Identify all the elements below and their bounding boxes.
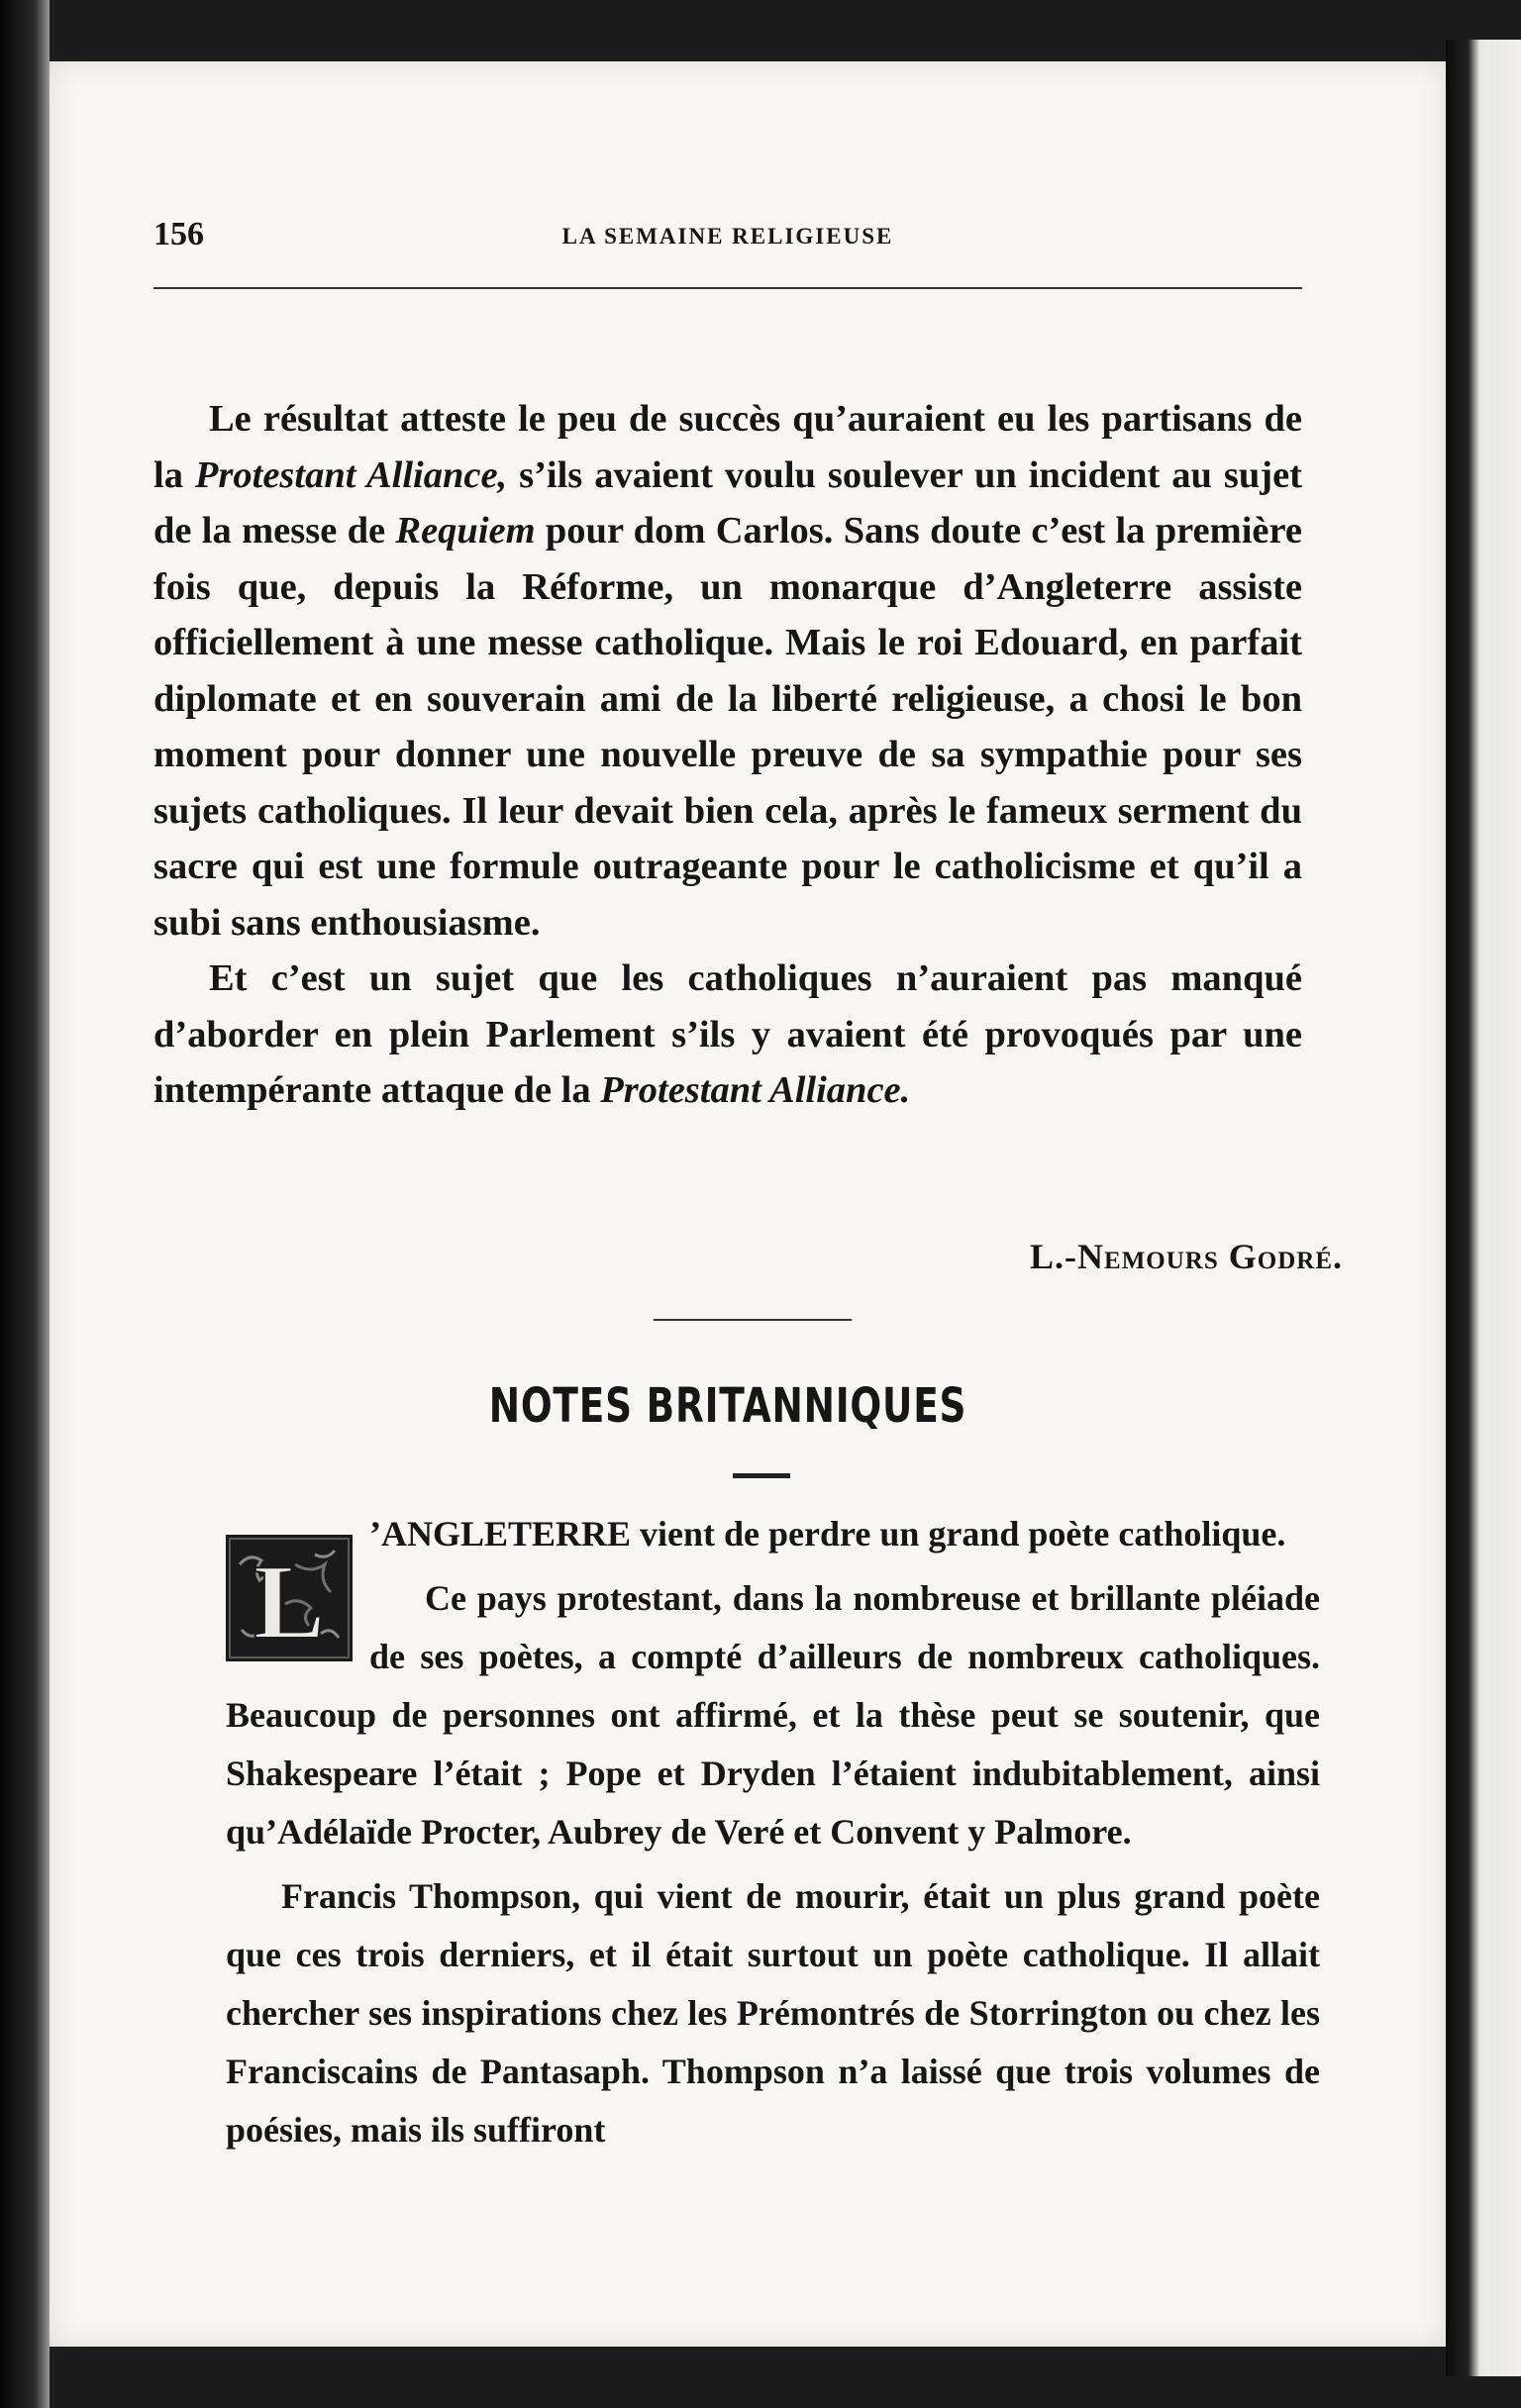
article-body [153,391,1302,1119]
italic-run: Protestant Alliance. [600,1069,911,1111]
author-signature: L.-Nemours Godré. [1030,1237,1343,1276]
section-paragraph-1: ’ANGLETERRE vient de perdre un grand poète catholique. [369,1514,1286,1554]
page-header [153,216,1302,275]
section-heading: NOTES BRITANNIQUES [488,1378,967,1434]
header-rule [153,287,1302,289]
scan-left-edge [0,0,50,2408]
text-run: Le résultat atteste le peu de succès qu’auraient eu les partisans de la [153,398,1302,496]
section-body [226,1505,1320,2165]
running-title: LA SEMAINE RELIGIEUSE [561,224,894,249]
article-paragraph-1 [153,391,1302,951]
text-run: s’ils avaient voulu soulever un incident au sujet de la messe de [153,453,1302,552]
page-number: 156 [153,216,204,252]
next-page-edge [1446,40,1521,2376]
article-paragraph-2 [153,951,1302,1119]
text-run: pour dom Carlos. Sans doute c’est la première fois que, depuis la Réforme, un monarque d’Angleterre assiste officiellement à une messe catholique. Mais le roi Edouard, en parfait diplomate et en souverain ami de la liberté religieuse, a chosi le bon moment pour donner une nouvelle preuve de sa sympathie pour ses sujets catholiques. Il leur devait bien cela, après le fameux serment du sacre qui est une formule outrageante pour le catholicisme et qu’il a subi sans enthousiasme. [153,510,1302,944]
italic-run: Protestant Alliance, [194,453,508,496]
section-divider [654,1319,852,1321]
italic-run: Requiem [395,510,536,552]
text-run: Et c’est un sujet que les catholiques n’auraient pas manqué d’aborder en plein Parlement s’ils y avaient été provoqués par une intempérante attaque de la [153,957,1302,1111]
section-paragraph-3: Francis Thompson, qui vient de mourir, était un plus grand poète que ces trois derniers, et il était surtout un poète catholique. Il allait chercher ses inspirations chez les Prémontrés de Storrington ou chez les Franciscains de Pantasaph. Thompson n’a laissé que trois volumes de poésies, mais ils suffiront [226,1876,1320,2150]
ornamental-drop-cap-icon [226,1535,353,1661]
section-paragraph-2: Ce pays protestant, dans la nombreuse et brillante pléiade de ses poètes, a compté d’ailleurs de nombreux catholiques. Beaucoup de personnes ont affirmé, et la thèse peut se soutenir, que Shakespeare l’était ; Pope et Dryden l’étaient indubitablement, ainsi qu’Adélaïde Procter, Aubrey de Veré et Convent y Palmore. [226,1578,1320,1852]
drop-cap-letter: L [253,1544,326,1661]
heading-dash [733,1473,790,1478]
